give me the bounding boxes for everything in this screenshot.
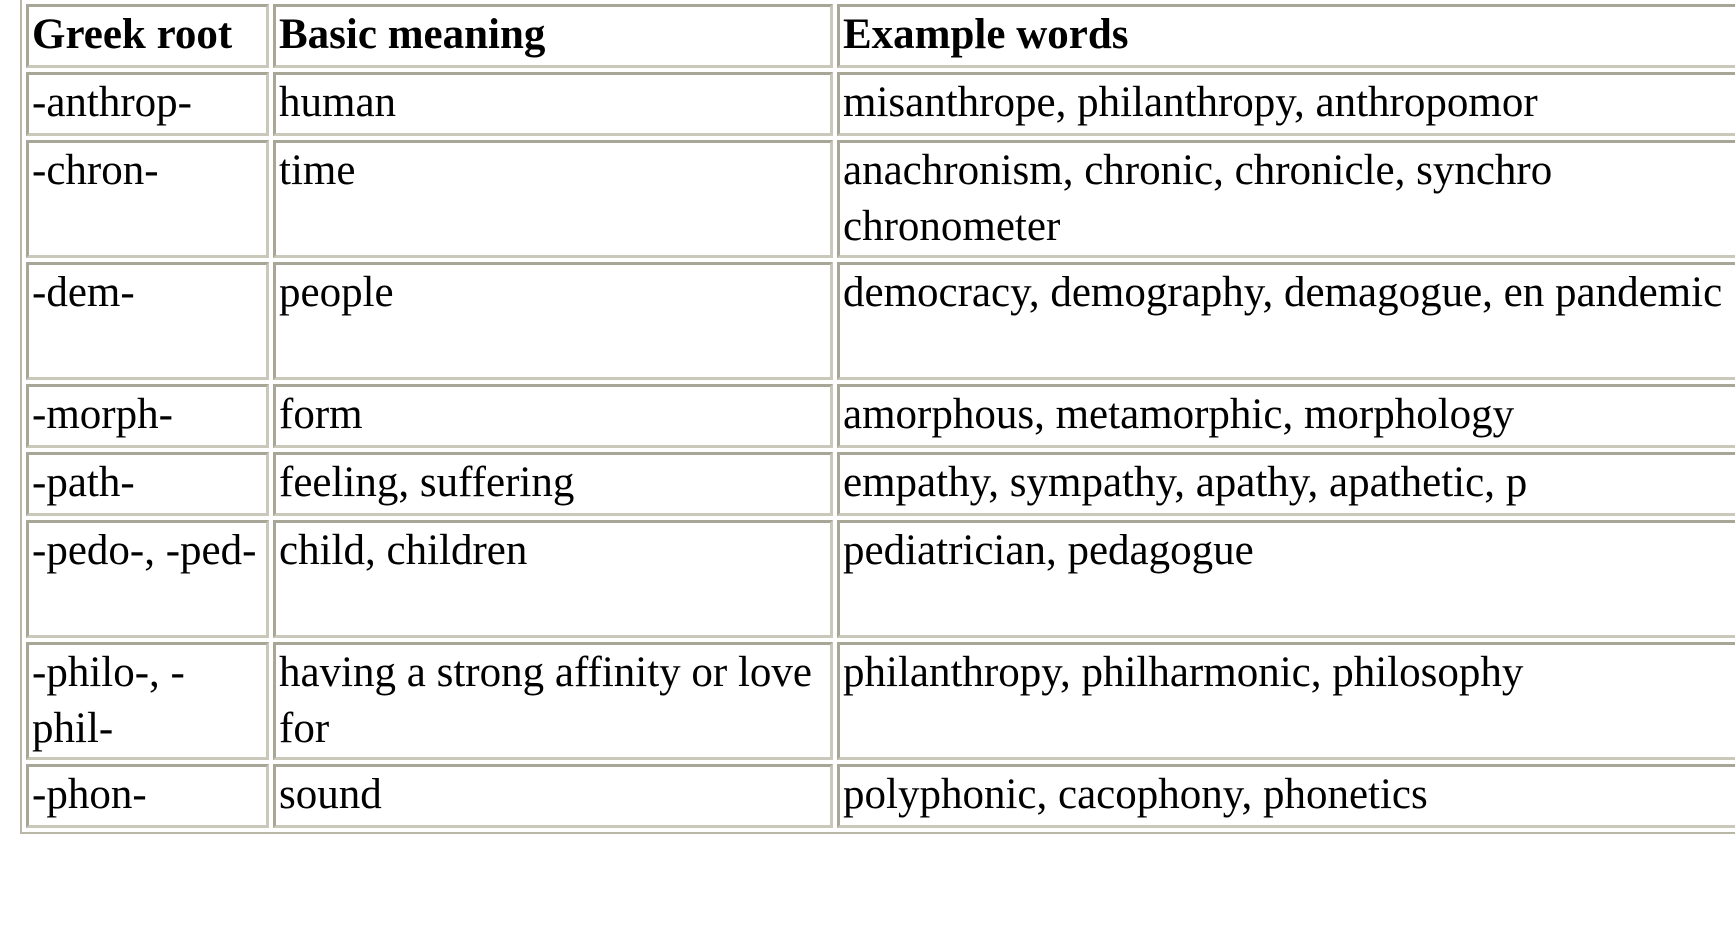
root-cell: -pedo-, -ped- [26,520,269,638]
examples-cell: democracy, demography, demagogue, en pandemic [837,262,1735,380]
examples-cell: anachronism, chronic, chronicle, synchro chronometer [837,140,1735,258]
examples-cell: polyphonic, cacophony, phonetics [837,764,1735,828]
meaning-cell: human [273,72,833,136]
meaning-cell: having a strong affinity or love for [273,642,833,760]
root-cell: -anthrop- [26,72,269,136]
table-row [26,764,1735,828]
root-cell: -phon- [26,764,269,828]
table-row [26,72,1735,136]
greek-roots-table [20,0,1735,834]
examples-cell: empathy, sympathy, apathy, apathetic, p [837,452,1735,516]
table-row [26,452,1735,516]
table-row [26,262,1735,380]
meaning-cell: form [273,384,833,448]
root-cell: -morph- [26,384,269,448]
meaning-cell: sound [273,764,833,828]
table-header-row [26,4,1735,68]
table-row [26,520,1735,638]
examples-cell: philanthropy, philharmonic, philosophy [837,642,1735,760]
meaning-cell: time [273,140,833,258]
meaning-cell: child, children [273,520,833,638]
root-cell: -philo-, -phil- [26,642,269,760]
header-basic-meaning: Basic meaning [273,4,833,68]
meaning-cell: feeling, suffering [273,452,833,516]
root-cell: -chron- [26,140,269,258]
meaning-cell: people [273,262,833,380]
header-greek-root: Greek root [26,4,269,68]
table-row [26,384,1735,448]
header-example-words: Example words [837,4,1735,68]
root-cell: -dem- [26,262,269,380]
examples-cell: pediatrician, pedagogue [837,520,1735,638]
examples-cell: amorphous, metamorphic, morphology [837,384,1735,448]
table-row [26,140,1735,258]
table-row [26,642,1735,760]
examples-cell: misanthrope, philanthropy, anthropomor [837,72,1735,136]
root-cell: -path- [26,452,269,516]
